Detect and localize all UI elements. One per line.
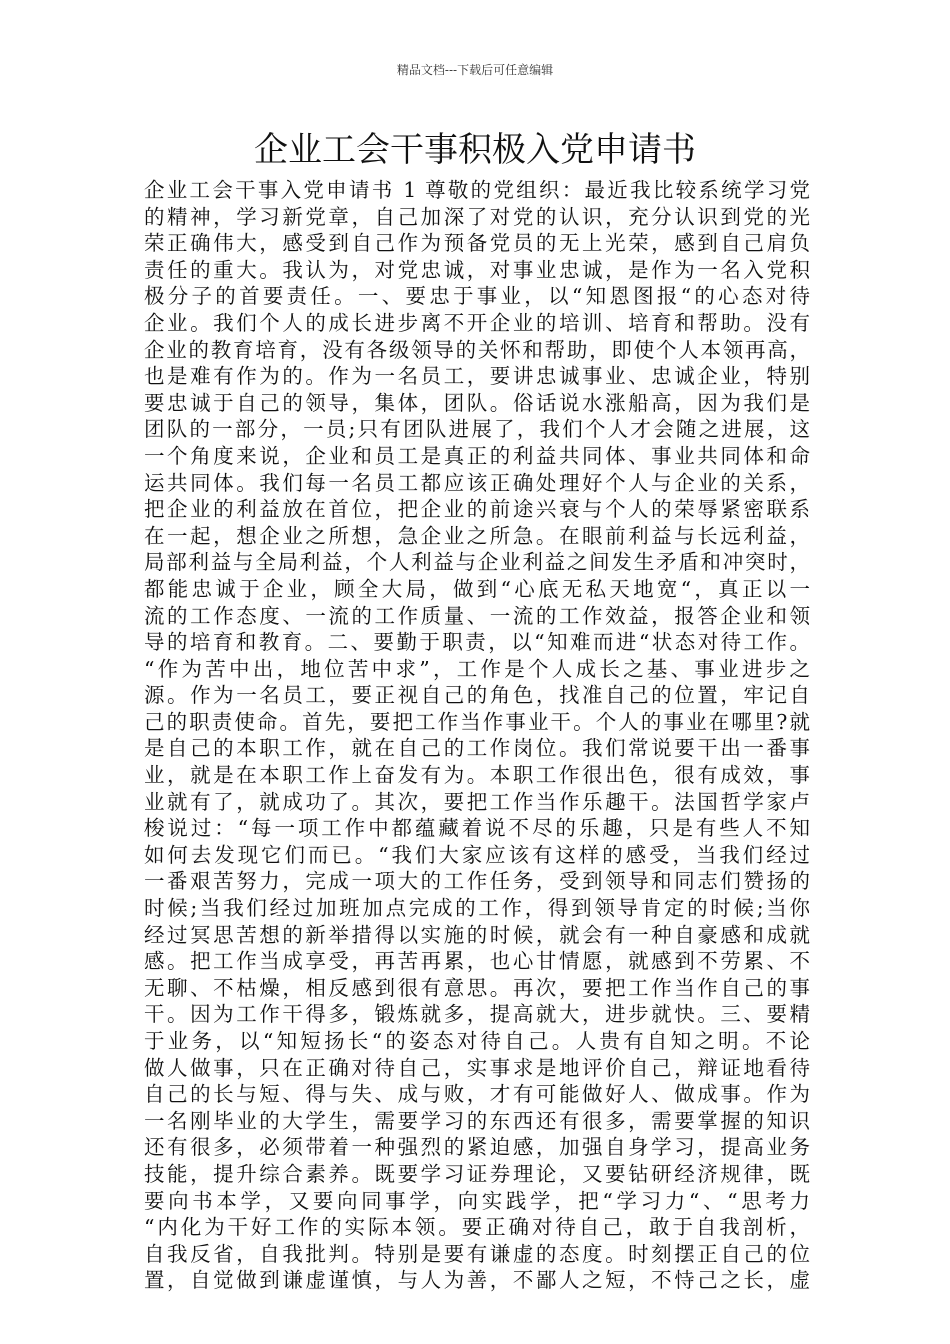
body-text-line: 做人做事，只在正确对待自己，实事求是地评价自己，辩证地看待 bbox=[144, 1055, 810, 1080]
body-text-line: 流的工作态度、一流的工作质量、一流的工作效益，报答企业和领 bbox=[144, 603, 810, 628]
body-text-line: 局部利益与全局利益，个人利益与企业利益之间发生矛盾和冲突时， bbox=[144, 550, 810, 575]
body-text-line: 要向书本学，又要向同事学，向实践学，把“学习力“、“思考力 bbox=[144, 1188, 810, 1213]
body-text-line: 把企业的利益放在首位，把企业的前途兴衰与个人的荣辱紧密联系 bbox=[144, 497, 810, 522]
body-text-line: 如何去发现它们而已。“我们大家应该有这样的感受，当我们经过 bbox=[144, 842, 810, 867]
body-text-line: 是自己的本职工作，就在自己的工作岗位。我们常说要干出一番事 bbox=[144, 736, 810, 761]
body-text-line: 运共同体。我们每一名员工都应该正确处理好个人与企业的关系， bbox=[144, 470, 810, 495]
body-text-line: 团队的一部分，一员;只有团队进展了，我们个人才会随之进展，这 bbox=[144, 417, 810, 442]
page-header: 精品文档---下载后可任意编辑 bbox=[396, 63, 554, 77]
body-text-line: 梭说过：“每一项工作中都蕴藏着说不尽的乐趣，只是有些人不知 bbox=[144, 816, 810, 841]
body-text-line: 己的职责使命。首先，要把工作当作事业干。个人的事业在哪里?就 bbox=[144, 709, 810, 734]
body-text-line: 要忠诚于自己的领导，集体，团队。俗话说水涨船高，因为我们是 bbox=[144, 390, 810, 415]
body-text-line: 自己的长与短、得与失、成与败，才有可能做好人、做成事。作为 bbox=[144, 1082, 810, 1107]
document-title: 企业工会干事积极入党申请书 bbox=[254, 130, 696, 170]
body-text-line: 都能忠诚于企业，顾全大局，做到“心底无私天地宽“，真正以一 bbox=[144, 576, 810, 601]
body-text-line: 企业工会干事入党申请书 1 尊敬的党组织：最近我比较系统学习党 bbox=[144, 178, 810, 202]
body-text-line: 技能，提升综合素养。既要学习证券理论，又要钻研经济规律，既 bbox=[144, 1161, 810, 1186]
body-text-line: 还有很多，必须带着一种强烈的紧迫感，加强自身学习，提高业务 bbox=[144, 1135, 810, 1160]
body-text-line: 一名刚毕业的大学生，需要学习的东西还有很多，需要掌握的知识 bbox=[144, 1108, 810, 1133]
body-text-line: 经过冥思苦想的新举措得以实施的时候，就会有一种自豪感和成就 bbox=[144, 922, 810, 947]
body-text-line: “作为苦中出，地位苦中求”，工作是个人成长之基、事业进步之 bbox=[144, 656, 810, 681]
body-text-line: 于业务，以“知短扬长“的姿态对待自己。人贵有自知之明。不论 bbox=[144, 1029, 810, 1053]
body-text-line: 时候;当我们经过加班加点完成的工作，得到领导肯定的时候;当你 bbox=[144, 896, 810, 921]
body-text-line: 感。把工作当成享受，再苦再累，也心甘情愿，就感到不劳累、不 bbox=[144, 949, 810, 974]
body-text-line: 源。作为一名员工，要正视自己的角色，找准自己的位置，牢记自 bbox=[144, 683, 810, 708]
body-text-line: 荣正确伟大，感受到自己作为预备党员的无上光荣，感到自己肩负 bbox=[144, 231, 810, 256]
body-text-line: 企业的教育培育，没有各级领导的关怀和帮助，即使个人本领再高， bbox=[144, 337, 810, 362]
body-text-line: 一个角度来说，企业和员工是真正的利益共同体、事业共同体和命 bbox=[144, 443, 810, 468]
body-text-line: 业，就是在本职工作上奋发有为。本职工作很出色，很有成效，事 bbox=[144, 763, 810, 788]
document-body bbox=[144, 177, 810, 1294]
body-text-line: 无聊、不枯燥，相反感到很有意思。再次，要把工作当作自己的事 bbox=[144, 975, 810, 1000]
body-text-line: 的精神，学习新党章，自己加深了对党的认识，充分认识到党的光 bbox=[144, 204, 810, 229]
body-text-line: “内化为干好工作的实际本领。要正确对待自己，敢于自我剖析， bbox=[144, 1215, 810, 1240]
body-text-line: 也是难有作为的。作为一名员工，要讲忠诚事业、忠诚企业，特别 bbox=[144, 364, 810, 389]
body-text-line: 干。因为工作干得多，锻炼就多，提高就大，进步就快。三、要精 bbox=[144, 1002, 810, 1027]
body-text-line: 一番艰苦努力，完成一项大的工作任务，受到领导和同志们赞扬的 bbox=[144, 869, 810, 894]
body-text-line: 导的培育和教育。二、要勤于职责，以“知难而进“状态对待工作。 bbox=[144, 630, 810, 655]
body-text-line: 责任的重大。我认为，对党忠诚，对事业忠诚，是作为一名入党积 bbox=[144, 257, 810, 282]
body-text-line: 企业。我们个人的成长进步离不开企业的培训、培育和帮助。没有 bbox=[144, 310, 810, 335]
body-text-line: 置，自觉做到谦虚谨慎，与人为善，不鄙人之短，不恃己之长，虚 bbox=[144, 1268, 810, 1293]
body-text-line: 极分子的首要责任。一、要忠于事业，以“知恩图报“的心态对待 bbox=[144, 284, 810, 309]
body-text-line: 自我反省，自我批判。特别是要有谦虚的态度。时刻摆正自己的位 bbox=[144, 1241, 810, 1266]
body-text-line: 业就有了，就成功了。其次，要把工作当作乐趣干。法国哲学家卢 bbox=[144, 789, 810, 814]
body-text-line: 在一起，想企业之所想，急企业之所急。在眼前利益与长远利益， bbox=[144, 523, 810, 548]
